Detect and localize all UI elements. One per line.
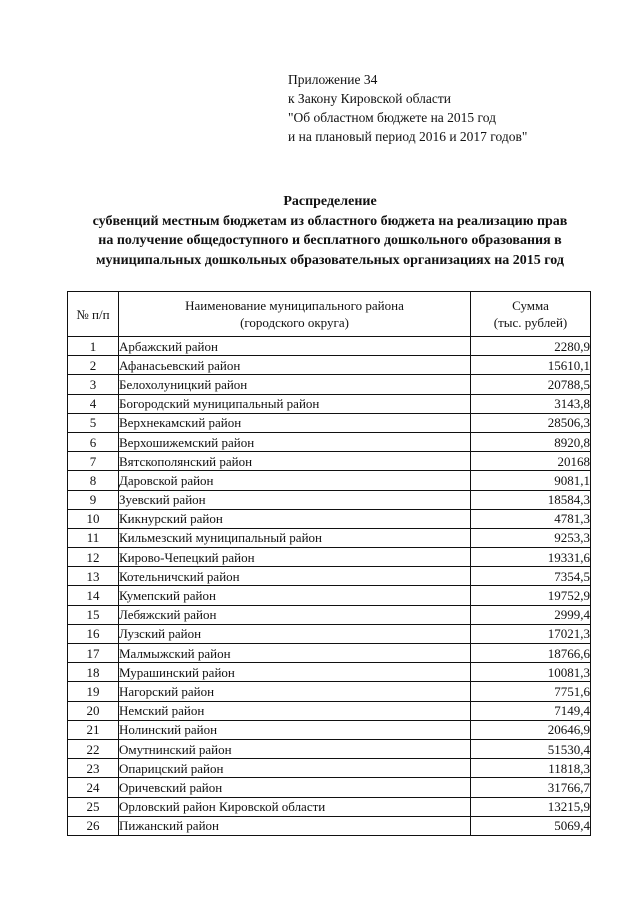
row-number: 12: [68, 548, 119, 567]
table-row: [68, 394, 591, 413]
row-amount: 19752,9: [471, 586, 591, 605]
row-amount: 5069,4: [471, 816, 591, 835]
table-row: [68, 759, 591, 778]
header-sum: [471, 292, 591, 337]
table-row: [68, 471, 591, 490]
appendix-line: к Закону Кировской области: [288, 91, 452, 106]
row-number: 25: [68, 797, 119, 816]
table-row: [68, 528, 591, 547]
table-row: [68, 509, 591, 528]
row-district-name: Арбажский район: [119, 337, 471, 356]
header-sum-line: Сумма: [512, 298, 549, 313]
row-number: 26: [68, 816, 119, 835]
row-district-name: Кикнурский район: [119, 509, 471, 528]
row-number: 18: [68, 663, 119, 682]
row-amount: 20646,9: [471, 720, 591, 739]
row-district-name: Нагорский район: [119, 682, 471, 701]
row-district-name: Орловский район Кировской области: [119, 797, 471, 816]
appendix-line: "Об областном бюджете на 2015 год: [288, 110, 496, 125]
row-amount: 17021,3: [471, 624, 591, 643]
appendix-header: [288, 70, 527, 146]
row-amount: 7354,5: [471, 567, 591, 586]
row-district-name: Афанасьевский район: [119, 356, 471, 375]
table-row: [68, 644, 591, 663]
table-row: [68, 605, 591, 624]
row-amount: 4781,3: [471, 509, 591, 528]
row-district-name: Оричевский район: [119, 778, 471, 797]
row-number: 24: [68, 778, 119, 797]
row-district-name: Мурашинский район: [119, 663, 471, 682]
row-number: 20: [68, 701, 119, 720]
row-amount: 10081,3: [471, 663, 591, 682]
table-row: [68, 413, 591, 432]
header-name-line: (городского округа): [240, 315, 349, 330]
row-district-name: Лузский район: [119, 624, 471, 643]
row-amount: 51530,4: [471, 739, 591, 758]
row-number: 8: [68, 471, 119, 490]
distribution-table: [67, 291, 591, 836]
row-district-name: Вятскополянский район: [119, 452, 471, 471]
header-sum-line: (тыс. рублей): [493, 315, 568, 330]
appendix-line: Приложение 34: [288, 72, 378, 87]
table-row: [68, 663, 591, 682]
row-district-name: Белохолуницкий район: [119, 375, 471, 394]
row-amount: 15610,1: [471, 356, 591, 375]
table-row: [68, 337, 591, 356]
row-number: 2: [68, 356, 119, 375]
header-name: [119, 292, 471, 337]
row-amount: 13215,9: [471, 797, 591, 816]
row-district-name: Даровской район: [119, 471, 471, 490]
row-number: 16: [68, 624, 119, 643]
row-number: 10: [68, 509, 119, 528]
table-row: [68, 375, 591, 394]
row-number: 11: [68, 528, 119, 547]
table-row: [68, 682, 591, 701]
table-row: [68, 356, 591, 375]
header-number-label: № п/п: [76, 306, 110, 322]
row-amount: 2280,9: [471, 337, 591, 356]
row-number: 7: [68, 452, 119, 471]
table-row: [68, 586, 591, 605]
header-name-line: Наименование муниципального района: [185, 298, 404, 313]
row-district-name: Верхнекамский район: [119, 413, 471, 432]
title-line: на получение общедоступного и бесплатного дошкольного образования в: [98, 233, 562, 248]
row-district-name: Котельничский район: [119, 567, 471, 586]
row-district-name: Нолинский район: [119, 720, 471, 739]
title-line: Распределение: [283, 194, 377, 209]
row-number: 6: [68, 432, 119, 451]
row-amount: 18584,3: [471, 490, 591, 509]
row-amount: 9081,1: [471, 471, 591, 490]
table-row: [68, 567, 591, 586]
row-district-name: Кумепский район: [119, 586, 471, 605]
row-amount: 20788,5: [471, 375, 591, 394]
row-amount: 19331,6: [471, 548, 591, 567]
row-district-name: Немский район: [119, 701, 471, 720]
table-row: [68, 432, 591, 451]
table-row: [68, 778, 591, 797]
row-amount: 28506,3: [471, 413, 591, 432]
row-district-name: Кирово-Чепецкий район: [119, 548, 471, 567]
table-row: [68, 739, 591, 758]
row-number: 23: [68, 759, 119, 778]
row-amount: 9253,3: [471, 528, 591, 547]
row-number: 4: [68, 394, 119, 413]
table-row: [68, 816, 591, 835]
header-number: [68, 292, 119, 337]
row-number: 9: [68, 490, 119, 509]
table-row: [68, 624, 591, 643]
row-district-name: Верхошижемский район: [119, 432, 471, 451]
row-amount: 18766,6: [471, 644, 591, 663]
row-amount: 7751,6: [471, 682, 591, 701]
row-amount: 31766,7: [471, 778, 591, 797]
row-number: 19: [68, 682, 119, 701]
row-number: 5: [68, 413, 119, 432]
row-amount: 2999,4: [471, 605, 591, 624]
document-title: [40, 192, 620, 270]
row-amount: 7149,4: [471, 701, 591, 720]
row-number: 17: [68, 644, 119, 663]
row-district-name: Кильмезский муниципальный район: [119, 528, 471, 547]
table-row: [68, 452, 591, 471]
row-district-name: Опарицский район: [119, 759, 471, 778]
row-number: 13: [68, 567, 119, 586]
row-district-name: Богородский муниципальный район: [119, 394, 471, 413]
row-district-name: Лебяжский район: [119, 605, 471, 624]
table-body: [68, 337, 591, 836]
table-row: [68, 720, 591, 739]
row-district-name: Малмыжский район: [119, 644, 471, 663]
table-row: [68, 701, 591, 720]
appendix-line: и на плановый период 2016 и 2017 годов": [288, 129, 528, 144]
row-number: 15: [68, 605, 119, 624]
title-line: субвенций местным бюджетам из областного бюджета на реализацию прав: [92, 213, 568, 229]
row-district-name: Пижанский район: [119, 816, 471, 835]
row-amount: 8920,8: [471, 432, 591, 451]
row-district-name: Омутнинский район: [119, 739, 471, 758]
table-row: [68, 490, 591, 509]
row-district-name: Зуевский район: [119, 490, 471, 509]
table-header-row: [68, 292, 591, 337]
table-row: [68, 548, 591, 567]
table-row: [68, 797, 591, 816]
title-line: муниципальных дошкольных образовательных организациях на 2015 год: [96, 252, 564, 268]
row-number: 21: [68, 720, 119, 739]
row-number: 14: [68, 586, 119, 605]
row-amount: 11818,3: [471, 759, 591, 778]
row-number: 22: [68, 739, 119, 758]
row-number: 3: [68, 375, 119, 394]
row-number: 1: [68, 337, 119, 356]
row-amount: 3143,8: [471, 394, 591, 413]
row-amount: 20168: [471, 452, 591, 471]
